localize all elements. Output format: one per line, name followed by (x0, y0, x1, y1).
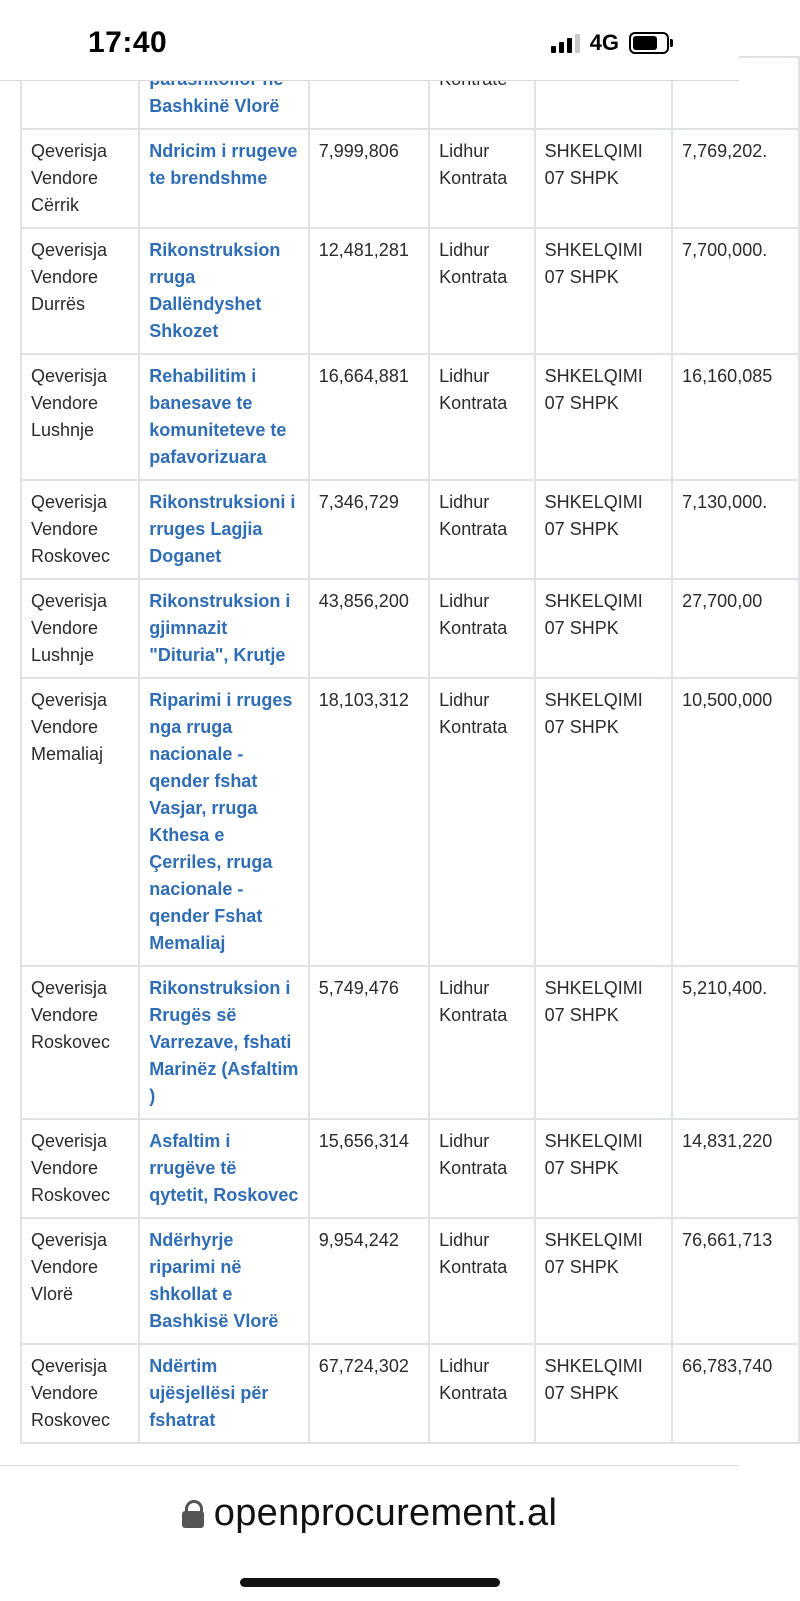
tender-title-link[interactable]: Ndricim i rrugeve te brendshme (149, 141, 298, 188)
value-cell: 10,500,000 (672, 678, 799, 966)
table-row (21, 966, 799, 1119)
status-cell: Lidhur Kontrata (429, 1119, 535, 1218)
winner-cell: SHKELQIMI 07 SHPK (535, 1119, 672, 1218)
budget-cell: 7,346,729 (309, 480, 429, 579)
budget-cell: 15,656,314 (309, 1119, 429, 1218)
winner-cell: SHKELQIMI 07 SHPK (535, 228, 672, 354)
table-row (21, 480, 799, 579)
tender-title-link[interactable]: Rikonstruksioni i rruges Lagjia Doganet (149, 492, 296, 566)
table-row (21, 1344, 799, 1443)
url-line[interactable] (0, 1492, 739, 1535)
authority-cell: Qeverisja Vendore Lushnje (21, 354, 139, 480)
winner-cell: SHKELQIMI 07 SHPK (535, 129, 672, 228)
status-cell: Lidhur Kontrata (429, 354, 535, 480)
value-cell: 66,783,740 (672, 1344, 799, 1443)
battery-icon (629, 32, 669, 54)
url-text[interactable]: openprocurement.al (213, 1492, 558, 1534)
table-row (21, 579, 799, 678)
table-row (21, 228, 799, 354)
table-row (21, 129, 799, 228)
authority-cell: Qeverisja Vendore Roskovec (21, 1119, 139, 1218)
winner-cell: SHKELQIMI 07 SHPK (535, 678, 672, 966)
home-indicator[interactable] (240, 1578, 500, 1587)
network-type: 4G (589, 30, 619, 55)
tender-title-link[interactable]: Rehabilitim i banesave te komuniteteve te pafavorizuara (149, 366, 287, 467)
value-cell: 5,210,400. (672, 966, 799, 1119)
status-cell: Lidhur Kontrata (429, 228, 535, 354)
cellular-signal-icon (551, 33, 580, 53)
budget-cell: 9,954,242 (309, 1218, 429, 1344)
title-cell (139, 1344, 308, 1443)
status-indicators (551, 30, 669, 56)
winner-cell: SHKELQIMI 07 SHPK (535, 354, 672, 480)
tender-title-link[interactable]: Rikonstruksion rruga Dallëndyshet Shkozet (149, 240, 281, 341)
table-row (21, 354, 799, 480)
tender-title-link[interactable]: Rikonstruksion i gjimnazit "Dituria", Krutje (149, 591, 291, 665)
budget-cell: 18,103,312 (309, 678, 429, 966)
budget-cell: 5,749,476 (309, 966, 429, 1119)
tender-title-link[interactable]: Bashkinë Vlorë (149, 96, 280, 116)
table-row (21, 1119, 799, 1218)
title-cell (139, 129, 308, 228)
budget-cell: 16,664,881 (309, 354, 429, 480)
tender-title-link[interactable]: Asfaltim i rrugëve të qytetit, Roskovec (149, 1131, 299, 1205)
title-cell (139, 579, 308, 678)
authority-cell: Qeverisja Vendore Roskovec (21, 966, 139, 1119)
winner-cell: SHKELQIMI 07 SHPK (535, 966, 672, 1119)
status-cell: Lidhur Kontrata (429, 1218, 535, 1344)
authority-cell: Qeverisja Vendore Memaliaj (21, 678, 139, 966)
status-cell: Lidhur Kontrata (429, 966, 535, 1119)
status-cell: Lidhur Kontrata (429, 678, 535, 966)
authority-cell: Qeverisja Vendore Lushnje (21, 579, 139, 678)
status-cell: Lidhur Kontrata (429, 1344, 535, 1443)
status-bar (0, 0, 739, 81)
authority-cell: Qeverisja Vendore Cërrik (21, 129, 139, 228)
title-cell (139, 480, 308, 579)
browser-address-bar[interactable] (0, 1465, 739, 1601)
winner-cell: SHKELQIMI 07 SHPK (535, 1218, 672, 1344)
winner-cell: SHKELQIMI 07 SHPK (535, 1344, 672, 1443)
value-cell: 27,700,00 (672, 579, 799, 678)
table-row (21, 678, 799, 966)
authority-cell: Qeverisja Vendore Roskovec (21, 480, 139, 579)
budget-cell: 7,999,806 (309, 129, 429, 228)
status-cell: Lidhur Kontrata (429, 579, 535, 678)
budget-cell: 12,481,281 (309, 228, 429, 354)
title-cell (139, 966, 308, 1119)
winner-cell: SHKELQIMI 07 SHPK (535, 480, 672, 579)
value-cell: 7,700,000. (672, 228, 799, 354)
authority-cell: Qeverisja Vendore Durrës (21, 228, 139, 354)
procurement-table (20, 56, 800, 1444)
title-cell (139, 678, 308, 966)
value-cell: 7,769,202. (672, 129, 799, 228)
winner-cell: SHKELQIMI 07 SHPK (535, 579, 672, 678)
table-row (21, 1218, 799, 1344)
tender-title-link[interactable]: Ndërtim ujësjellësi për fshatrat (149, 1356, 269, 1430)
lock-icon (182, 1500, 204, 1528)
authority-cell: Qeverisja Vendore Roskovec (21, 1344, 139, 1443)
title-cell (139, 1218, 308, 1344)
status-cell: Lidhur Kontrata (429, 480, 535, 579)
budget-cell: 67,724,302 (309, 1344, 429, 1443)
tender-title-link[interactable]: Ndërhyrje riparimi në shkollat e Bashkisë Vlorë (149, 1230, 279, 1331)
status-time: 17:40 (88, 26, 168, 59)
value-cell: 16,160,085 (672, 354, 799, 480)
value-cell: 7,130,000. (672, 480, 799, 579)
table-body (21, 57, 799, 1443)
title-cell (139, 354, 308, 480)
title-cell (139, 228, 308, 354)
tender-title-link[interactable]: Rikonstruksion i Rrugës së Varrezave, fshati Marinëz (Asfaltim ) (149, 978, 299, 1106)
budget-cell: 43,856,200 (309, 579, 429, 678)
value-cell: 76,661,713 (672, 1218, 799, 1344)
tender-title-link[interactable]: Riparimi i rruges nga rruga nacionale - qender fshat Vasjar, rruga Kthesa e Çerriles, rruga nacionale - qender Fshat Memaliaj (149, 690, 293, 953)
authority-cell: Qeverisja Vendore Vlorë (21, 1218, 139, 1344)
value-cell: 14,831,220 (672, 1119, 799, 1218)
status-cell: Lidhur Kontrata (429, 129, 535, 228)
title-cell (139, 1119, 308, 1218)
